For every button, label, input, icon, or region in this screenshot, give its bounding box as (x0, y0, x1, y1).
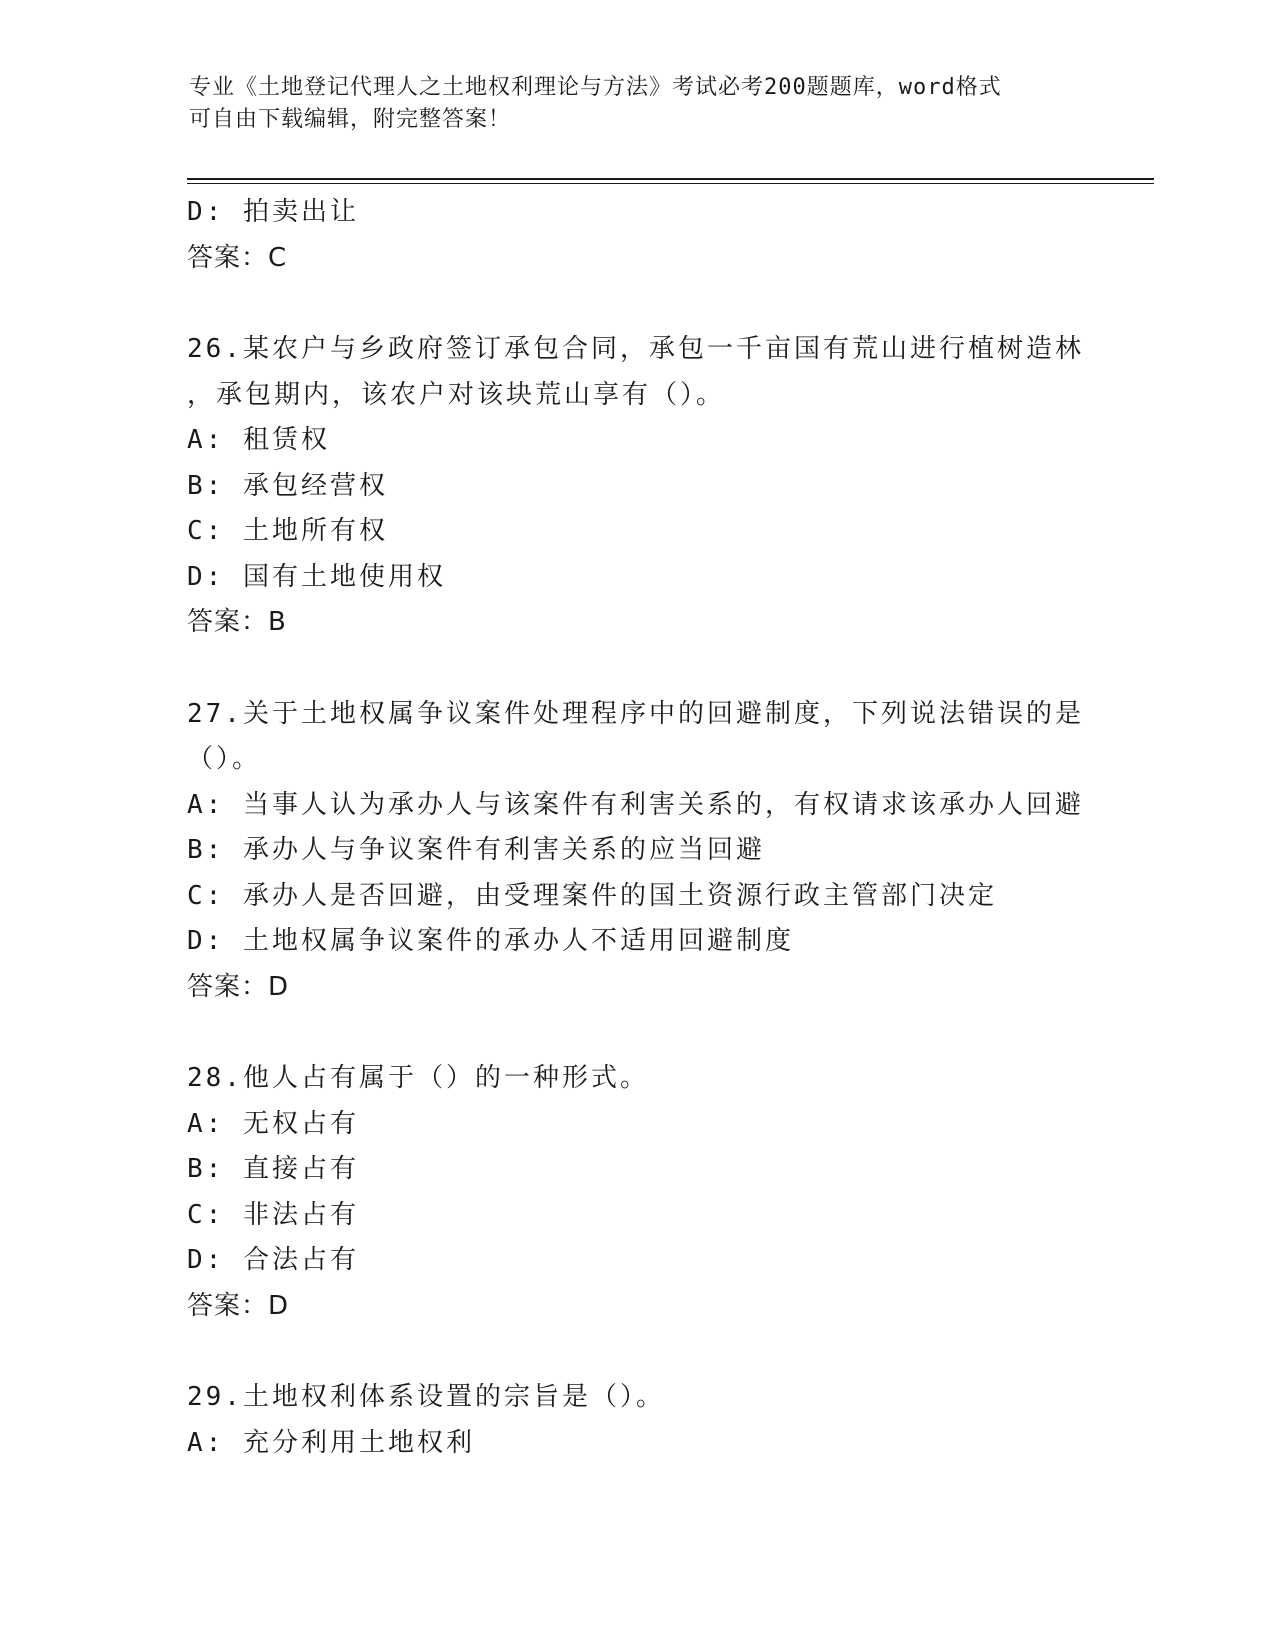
option-d: D: 合法占有 (187, 1245, 359, 1275)
question-stem: 29.土地权利体系设置的宗旨是（）。 (187, 1382, 665, 1412)
spacer (187, 1010, 1087, 1056)
option-b: B: 承包经营权 (187, 470, 388, 501)
option-c: C: 承办人是否回避，由受理案件的国土资源行政主管部门决定 (187, 880, 997, 911)
header-divider-thick (187, 178, 1154, 180)
option-b: B: 承办人与争议案件有利害关系的应当回避 (187, 835, 765, 865)
answer: 答案：B (187, 607, 287, 637)
question-stem-continued: ，承包期内，该农户对该块荒山享有（）。 (187, 379, 726, 410)
option-a: A: 充分利用土地权利 (187, 1427, 475, 1458)
option-a: A: 当事人认为承办人与该案件有利害关系的，有权请求该承办人回避 (187, 789, 1084, 820)
question-26 (187, 327, 1087, 646)
option-a: A: 无权占有 (187, 1108, 359, 1139)
question-stem: 26.某农户与乡政府签订承包合同，承包一千亩国有荒山进行植树造林 (187, 334, 1084, 364)
option-a: A: 租赁权 (187, 425, 330, 455)
question-27 (187, 692, 1087, 1011)
question-28 (187, 1056, 1087, 1329)
spacer (187, 1329, 1087, 1375)
question-stem: 27.关于土地权属争议案件处理程序中的回避制度，下列说法错误的是 (187, 698, 1084, 729)
question-stem: 28.他人占有属于（）的一种形式。 (187, 1063, 649, 1093)
spacer (187, 281, 1087, 327)
question-29 (187, 1375, 1087, 1466)
previous-option-d: D: 拍卖出让 (187, 197, 359, 227)
option-d: D: 土地权属争议案件的承办人不适用回避制度 (187, 926, 794, 956)
option-b: B: 直接占有 (187, 1154, 359, 1184)
header-line-2: 可自由下载编辑，附完整答案！ (189, 107, 512, 132)
answer: 答案：D (187, 971, 290, 1002)
answer: 答案：D (187, 1290, 290, 1321)
document-header (189, 72, 1089, 136)
option-c: C: 非法占有 (187, 1199, 359, 1230)
previous-answer: 答案：C (187, 242, 288, 273)
header-divider-thin (187, 183, 1154, 184)
header-line-1: 专业《土地登记代理人之土地权利理论与方法》考试必考200题题库，word格式 (189, 75, 1002, 100)
question-stem-continued: （）。 (187, 744, 262, 774)
question-content (187, 190, 1087, 1466)
option-d: D: 国有土地使用权 (187, 561, 446, 592)
spacer (187, 646, 1087, 692)
option-c: C: 土地所有权 (187, 516, 388, 546)
